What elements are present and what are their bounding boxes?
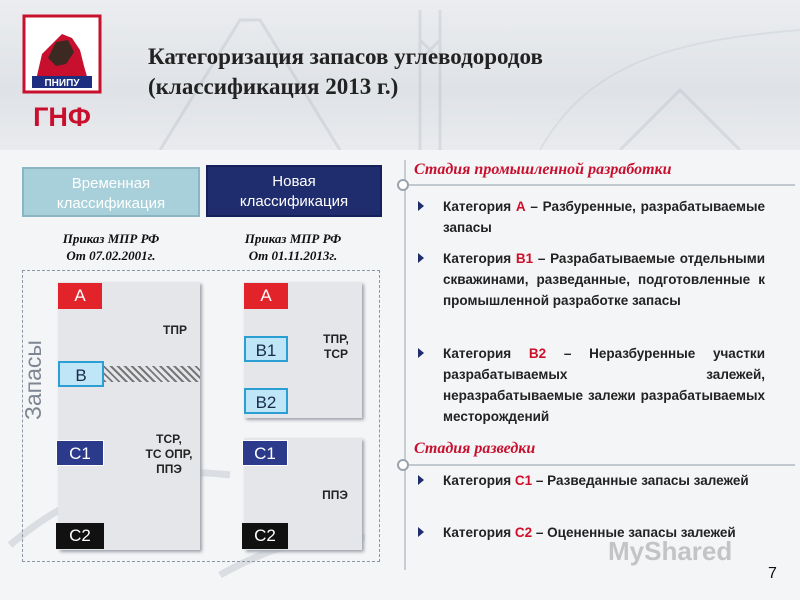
stage2-item-c1 xyxy=(443,470,765,491)
old-order-line1: Приказ МПР РФ xyxy=(62,231,160,246)
item-prefix: Категория xyxy=(443,525,515,540)
old-cat-c2: C2 xyxy=(56,523,104,549)
item-prefix: Категория xyxy=(443,251,516,266)
page-number: 7 xyxy=(768,565,777,582)
new-order-line2: От 01.11.2013г. xyxy=(248,248,338,263)
new-label-tsr: ТСР xyxy=(324,347,348,361)
stage1-item-a xyxy=(443,196,765,238)
bullet-arrow-icon xyxy=(418,348,424,358)
old-label-ts-opr: ТС ОПР, xyxy=(145,447,193,461)
item-category: С1 xyxy=(514,473,533,488)
item-category: С2 xyxy=(514,525,533,540)
new-order-line1: Приказ МПР РФ xyxy=(244,231,342,246)
new-cat-c1: C1 xyxy=(242,440,288,466)
old-label-tsr: ТСР, xyxy=(156,432,182,446)
new-label-ppe: ППЭ xyxy=(322,488,348,502)
logo-university-text: ПНИПУ xyxy=(44,78,80,89)
bullet-arrow-icon xyxy=(418,475,424,485)
new-cat-a: A xyxy=(244,283,288,309)
old-classification-label-line1: Временная xyxy=(71,175,151,192)
slide-header xyxy=(0,0,800,150)
item-category: В2 xyxy=(528,346,547,361)
new-classification-header xyxy=(206,165,382,217)
old-cat-b: B xyxy=(58,361,104,387)
item-category: А xyxy=(515,199,526,214)
old-order-line2: От 07.02.2001г. xyxy=(66,248,156,263)
old-order-caption xyxy=(30,230,192,264)
stage-marker-icon xyxy=(396,458,410,472)
slide-title xyxy=(148,42,543,102)
item-text: – Разрабатываемые отдельными скважинами, разведанные, подготовленные к промышленной разработке запасы xyxy=(443,251,765,308)
old-label-group xyxy=(130,432,208,477)
reserves-axis-label: Запасы xyxy=(20,340,46,420)
new-label-tpr: ТПР, xyxy=(323,332,349,346)
new-classification-label-line2: классификация xyxy=(239,193,349,210)
logo-faculty-text: ГНФ xyxy=(33,102,91,132)
old-cat-c1: C1 xyxy=(56,440,104,466)
stage-exploration-title: Стадия разведки xyxy=(414,440,536,457)
stage1-item-b2 xyxy=(443,343,765,427)
new-cat-b2: B2 xyxy=(244,388,288,414)
stage1-item-b1 xyxy=(443,248,765,311)
pnipu-logo xyxy=(22,14,102,132)
title-line-2: (классификация 2013 г.) xyxy=(148,74,399,99)
title-line-1: Категоризация запасов углеводородов xyxy=(148,44,543,69)
bullet-arrow-icon xyxy=(418,527,424,537)
new-classification-label-line1: Новая xyxy=(272,173,316,190)
old-label-ppe: ППЭ xyxy=(156,462,182,476)
hatched-transition-band xyxy=(104,366,200,382)
stage-marker-icon xyxy=(396,178,410,192)
item-prefix: Категория xyxy=(443,473,515,488)
old-classification-header xyxy=(22,167,200,217)
bullet-arrow-icon xyxy=(418,253,424,263)
new-label-tpr-tsr xyxy=(306,332,366,362)
old-label-tpr: ТПР xyxy=(163,323,187,337)
new-order-caption xyxy=(212,230,374,264)
item-text: – Оцененные запасы залежей xyxy=(532,525,736,540)
stage-development-title: Стадия промышленной разработки xyxy=(414,161,672,178)
watermark: MyShared xyxy=(608,536,733,566)
bullet-arrow-icon xyxy=(418,201,424,211)
old-classification-label-line2: классификация xyxy=(56,195,166,212)
item-prefix: Категория xyxy=(443,199,516,214)
item-text: – Неразбуренные участки разрабатываемых залежей, неразрабатываемые залежи разрабатываемых месторождений xyxy=(443,346,765,424)
item-text: – Разбуренные, разрабатываемые запасы xyxy=(443,199,765,235)
item-prefix: Категория xyxy=(443,346,529,361)
item-category: В1 xyxy=(515,251,534,266)
new-cat-c2: C2 xyxy=(242,523,288,549)
new-cat-b1: B1 xyxy=(244,336,288,362)
item-text: – Разведанные запасы залежей xyxy=(532,473,749,488)
old-cat-a: A xyxy=(58,283,102,309)
